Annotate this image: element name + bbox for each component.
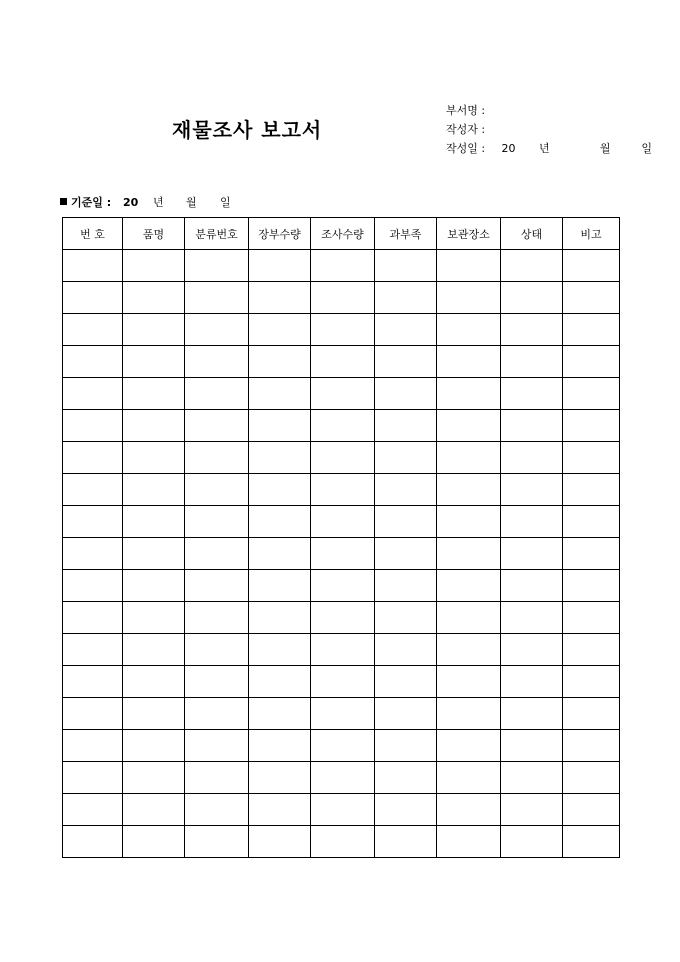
table-cell <box>63 250 123 282</box>
table-cell <box>501 378 563 410</box>
table-body <box>63 250 620 858</box>
table-cell <box>311 282 375 314</box>
table-cell <box>249 410 311 442</box>
table-cell <box>249 570 311 602</box>
table-cell <box>501 250 563 282</box>
table-cell <box>185 250 249 282</box>
table-cell <box>501 762 563 794</box>
table-cell <box>63 730 123 762</box>
written-date-year-prefix: 20 <box>501 142 516 155</box>
table-cell <box>375 602 437 634</box>
table-cell <box>63 666 123 698</box>
table-cell <box>249 698 311 730</box>
table-cell <box>563 378 620 410</box>
table-cell <box>563 346 620 378</box>
table-cell <box>501 602 563 634</box>
table-cell <box>185 410 249 442</box>
table-cell <box>563 474 620 506</box>
table-cell <box>563 730 620 762</box>
table-cell <box>437 794 501 826</box>
table-cell <box>375 570 437 602</box>
table-cell <box>563 314 620 346</box>
table-cell <box>375 634 437 666</box>
table-cell <box>437 474 501 506</box>
table-cell <box>375 378 437 410</box>
table-cell <box>375 442 437 474</box>
table-cell <box>501 666 563 698</box>
header-remarks: 비고 <box>563 218 620 250</box>
header-book-quantity: 장부수량 <box>249 218 311 250</box>
table-cell <box>501 282 563 314</box>
table-cell <box>63 442 123 474</box>
table-cell <box>311 378 375 410</box>
table-row <box>63 666 620 698</box>
table-cell <box>563 698 620 730</box>
table-cell <box>437 378 501 410</box>
table-cell <box>375 826 437 858</box>
table-cell <box>375 506 437 538</box>
department-label: 부서명 : <box>446 104 486 117</box>
table-cell <box>185 634 249 666</box>
table-cell <box>123 570 185 602</box>
table-cell <box>501 538 563 570</box>
table-cell <box>563 442 620 474</box>
table-cell <box>185 442 249 474</box>
table-row <box>63 634 620 666</box>
table-row <box>63 442 620 474</box>
table-cell <box>501 474 563 506</box>
table-cell <box>123 730 185 762</box>
table-cell <box>123 506 185 538</box>
table-row <box>63 346 620 378</box>
table-cell <box>501 570 563 602</box>
table-cell <box>249 314 311 346</box>
table-cell <box>63 410 123 442</box>
header-surplus-shortage: 과부족 <box>375 218 437 250</box>
table-cell <box>123 826 185 858</box>
basis-date-year-prefix: 20 <box>123 196 139 209</box>
table-cell <box>249 666 311 698</box>
table-cell <box>563 762 620 794</box>
table-cell <box>185 602 249 634</box>
table-cell <box>311 410 375 442</box>
table-cell <box>185 762 249 794</box>
table-cell <box>437 762 501 794</box>
table-cell <box>437 250 501 282</box>
table-cell <box>123 474 185 506</box>
table-cell <box>375 474 437 506</box>
basis-date-year-unit: 년 <box>153 196 164 209</box>
page-title: 재물조사 보고서 <box>172 118 323 142</box>
table-cell <box>249 378 311 410</box>
table-cell <box>311 730 375 762</box>
table-row <box>63 602 620 634</box>
table-cell <box>311 346 375 378</box>
basis-date-month-unit: 월 <box>186 196 197 209</box>
table-cell <box>501 634 563 666</box>
table-cell <box>311 250 375 282</box>
header-item-name: 품명 <box>123 218 185 250</box>
table-row <box>63 506 620 538</box>
table-cell <box>311 442 375 474</box>
table-cell <box>437 826 501 858</box>
table-cell <box>249 602 311 634</box>
table-cell <box>437 666 501 698</box>
table-cell <box>63 762 123 794</box>
table-cell <box>311 602 375 634</box>
table-cell <box>437 570 501 602</box>
table-cell <box>123 378 185 410</box>
written-date-field <box>446 140 652 156</box>
table-cell <box>375 410 437 442</box>
table-cell <box>249 762 311 794</box>
author-field <box>446 121 485 137</box>
table-cell <box>563 826 620 858</box>
table-cell <box>375 346 437 378</box>
table-cell <box>311 826 375 858</box>
table-row <box>63 474 620 506</box>
table-cell <box>437 346 501 378</box>
table-cell <box>185 378 249 410</box>
table-cell <box>249 794 311 826</box>
table-cell <box>185 698 249 730</box>
table-cell <box>123 698 185 730</box>
author-label: 작성자 : <box>446 123 486 136</box>
header-storage-location: 보관장소 <box>437 218 501 250</box>
table-cell <box>311 698 375 730</box>
table-cell <box>123 634 185 666</box>
header-number: 번 호 <box>63 218 123 250</box>
table-cell <box>63 634 123 666</box>
table-cell <box>437 314 501 346</box>
table-cell <box>249 506 311 538</box>
table-cell <box>563 282 620 314</box>
table-header-row <box>63 218 620 250</box>
table-cell <box>563 634 620 666</box>
table-cell <box>249 826 311 858</box>
table-cell <box>249 730 311 762</box>
table-cell <box>563 666 620 698</box>
table-row <box>63 250 620 282</box>
square-bullet-icon <box>60 198 67 205</box>
table-cell <box>375 282 437 314</box>
table-cell <box>311 570 375 602</box>
table-cell <box>185 538 249 570</box>
table-cell <box>501 346 563 378</box>
table-row <box>63 538 620 570</box>
table-cell <box>375 666 437 698</box>
table-cell <box>249 250 311 282</box>
table-cell <box>185 474 249 506</box>
table-cell <box>185 282 249 314</box>
table-cell <box>375 698 437 730</box>
written-date-month-unit: 월 <box>599 142 611 155</box>
table-cell <box>437 410 501 442</box>
table-cell <box>311 666 375 698</box>
basis-date-day-unit: 일 <box>220 196 231 209</box>
table-cell <box>563 410 620 442</box>
table-cell <box>375 762 437 794</box>
table-cell <box>501 442 563 474</box>
table-cell <box>437 282 501 314</box>
table-cell <box>249 282 311 314</box>
table-cell <box>437 730 501 762</box>
table-cell <box>375 794 437 826</box>
department-field <box>446 102 485 118</box>
table-cell <box>437 538 501 570</box>
table-row <box>63 378 620 410</box>
table-cell <box>311 538 375 570</box>
table-row <box>63 762 620 794</box>
table-cell <box>63 698 123 730</box>
table-cell <box>185 666 249 698</box>
table-cell <box>123 762 185 794</box>
table-cell <box>311 634 375 666</box>
table-cell <box>63 538 123 570</box>
table-cell <box>563 602 620 634</box>
table-cell <box>437 442 501 474</box>
table-cell <box>437 698 501 730</box>
table-cell <box>185 506 249 538</box>
table-cell <box>249 634 311 666</box>
table-cell <box>185 570 249 602</box>
table-cell <box>437 634 501 666</box>
table-cell <box>311 794 375 826</box>
table-cell <box>63 474 123 506</box>
header-condition: 상태 <box>501 218 563 250</box>
table-cell <box>375 250 437 282</box>
table-cell <box>123 666 185 698</box>
table-cell <box>249 442 311 474</box>
table-cell <box>63 602 123 634</box>
table-row <box>63 730 620 762</box>
written-date-day-unit: 일 <box>641 142 652 155</box>
table-cell <box>501 506 563 538</box>
table-cell <box>63 378 123 410</box>
table-cell <box>63 794 123 826</box>
table-cell <box>437 602 501 634</box>
table-cell <box>311 762 375 794</box>
table-cell <box>123 314 185 346</box>
table-cell <box>185 346 249 378</box>
table-cell <box>563 538 620 570</box>
table-cell <box>501 698 563 730</box>
table-cell <box>375 538 437 570</box>
table-row <box>63 314 620 346</box>
table-cell <box>185 794 249 826</box>
basis-date-line <box>60 194 231 210</box>
table-cell <box>311 314 375 346</box>
table-cell <box>501 410 563 442</box>
table-row <box>63 794 620 826</box>
table-cell <box>375 314 437 346</box>
table-cell <box>563 506 620 538</box>
table-cell <box>123 346 185 378</box>
table-cell <box>63 826 123 858</box>
table-cell <box>249 538 311 570</box>
table-cell <box>123 410 185 442</box>
table-cell <box>375 730 437 762</box>
table-cell <box>123 538 185 570</box>
table-cell <box>501 826 563 858</box>
table-cell <box>185 314 249 346</box>
table-cell <box>437 506 501 538</box>
basis-date-label: 기준일 : <box>71 196 112 209</box>
table-cell <box>311 506 375 538</box>
table-cell <box>185 826 249 858</box>
table-row <box>63 698 620 730</box>
table-cell <box>563 250 620 282</box>
table-cell <box>123 602 185 634</box>
table-cell <box>311 474 375 506</box>
written-date-year-unit: 년 <box>539 142 550 155</box>
table-cell <box>249 346 311 378</box>
table-cell <box>123 250 185 282</box>
table-cell <box>563 570 620 602</box>
table-cell <box>501 794 563 826</box>
table-cell <box>249 474 311 506</box>
table-row <box>63 826 620 858</box>
table-cell <box>501 314 563 346</box>
table-row <box>63 570 620 602</box>
header-survey-quantity: 조사수량 <box>311 218 375 250</box>
table-row <box>63 282 620 314</box>
table-cell <box>185 730 249 762</box>
table-cell <box>63 346 123 378</box>
table-cell <box>123 282 185 314</box>
table-cell <box>63 314 123 346</box>
table-cell <box>123 794 185 826</box>
table-cell <box>123 442 185 474</box>
written-date-label: 작성일 : <box>446 142 486 155</box>
table-cell <box>63 506 123 538</box>
table-cell <box>63 282 123 314</box>
table-cell <box>63 570 123 602</box>
table-cell <box>563 794 620 826</box>
table-row <box>63 410 620 442</box>
header-classification-number: 분류번호 <box>185 218 249 250</box>
inventory-table <box>62 217 620 858</box>
table-cell <box>501 730 563 762</box>
